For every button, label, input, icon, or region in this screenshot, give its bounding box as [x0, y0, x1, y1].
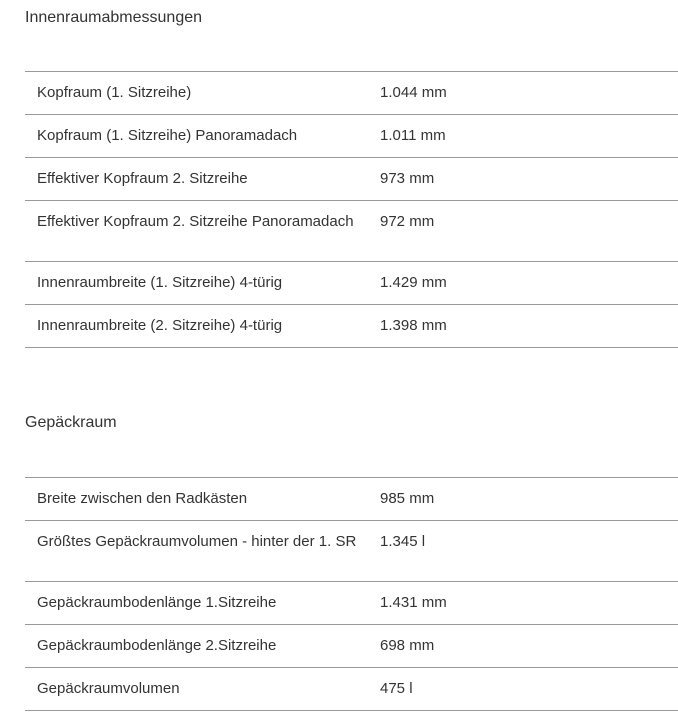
spec-row [25, 115, 678, 158]
spec-row [25, 305, 678, 348]
spec-value: 1.044 mm [380, 84, 447, 101]
spec-table-luggage [25, 477, 678, 711]
spec-label: Kopfraum (1. Sitzreihe) Panoramadach [37, 127, 298, 144]
spec-value: 1.345 l [380, 533, 426, 550]
spec-label: Gepäckraumvolumen [37, 680, 180, 697]
spec-row [25, 582, 678, 625]
spec-value: 1.011 mm [380, 127, 446, 144]
spec-label: Innenraumbreite (1. Sitzreihe) 4-türig [37, 274, 283, 291]
spec-value: 985 mm [380, 490, 435, 507]
spec-value: 1.431 mm [380, 594, 447, 611]
spec-label: Innenraumbreite (2. Sitzreihe) 4-türig [37, 317, 283, 334]
spec-value: 1.429 mm [380, 274, 447, 291]
spec-value: 475 l [380, 680, 413, 697]
spec-label: Breite zwischen den Radkästen [37, 490, 248, 507]
spec-value: 972 mm [380, 213, 435, 230]
spec-label: Effektiver Kopfraum 2. Sitzreihe Panoramadach [37, 213, 354, 230]
spec-label: Kopfraum (1. Sitzreihe) [37, 84, 192, 101]
section-title-luggage: Gepäckraum [25, 414, 117, 431]
spec-row [25, 201, 678, 262]
spec-value: 1.398 mm [380, 317, 447, 334]
section-title-interior: Innenraumabmessungen [25, 9, 203, 26]
spec-row [25, 625, 678, 668]
spec-row [25, 158, 678, 201]
spec-label: Größtes Gepäckraumvolumen - hinter der 1. SR [37, 533, 357, 550]
spec-row [25, 478, 678, 521]
spec-row [25, 521, 678, 582]
spec-value: 973 mm [380, 170, 435, 187]
spec-label: Gepäckraumbodenlänge 1.Sitzreihe [37, 594, 277, 611]
spec-label: Effektiver Kopfraum 2. Sitzreihe [37, 170, 248, 187]
spec-row [25, 668, 678, 711]
spec-table-interior [25, 71, 678, 348]
spec-row [25, 72, 678, 115]
spec-value: 698 mm [380, 637, 435, 654]
spec-row [25, 262, 678, 305]
spec-label: Gepäckraumbodenlänge 2.Sitzreihe [37, 637, 277, 654]
